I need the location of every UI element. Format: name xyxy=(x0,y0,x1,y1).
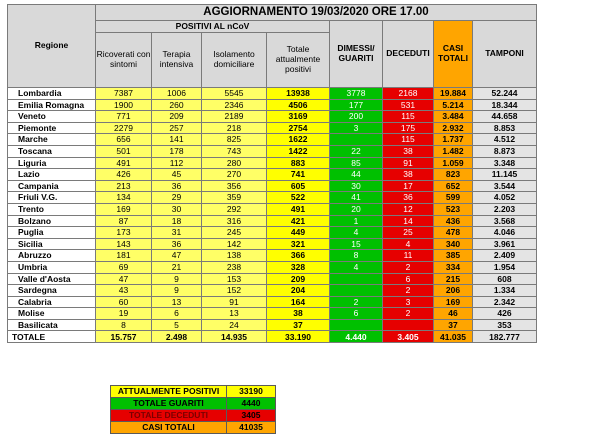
isolamento-cell: 218 xyxy=(202,122,267,134)
ricoverati-cell: 134 xyxy=(96,192,152,204)
terapia-cell: 29 xyxy=(152,192,202,204)
isolamento-cell: 142 xyxy=(202,238,267,250)
region-name: Valle d'Aosta xyxy=(8,273,96,285)
covid-region-table xyxy=(7,4,537,343)
totale-positivi-cell: 605 xyxy=(267,180,330,192)
summary-label: CASI TOTALI xyxy=(111,422,227,434)
deceduti-cell: 11 xyxy=(383,250,434,262)
header-totale-positivi: Totale attualmente positivi xyxy=(267,33,330,88)
tamponi-cell: 1.334 xyxy=(473,285,537,297)
ricoverati-cell: 43 xyxy=(96,285,152,297)
region-name: Trento xyxy=(8,203,96,215)
totale-positivi-cell: 204 xyxy=(267,285,330,297)
dimessi-cell: 3778 xyxy=(330,88,383,100)
page-title: AGGIORNAMENTO 19/03/2020 ORE 17.00 xyxy=(96,5,537,21)
dimessi-cell: 200 xyxy=(330,111,383,123)
isolamento-cell: 13 xyxy=(202,308,267,320)
totale-positivi-cell: 33.190 xyxy=(267,331,330,343)
ricoverati-cell: 8 xyxy=(96,319,152,331)
deceduti-cell: 91 xyxy=(383,157,434,169)
deceduti-cell: 25 xyxy=(383,227,434,239)
region-name: Veneto xyxy=(8,111,96,123)
tamponi-cell: 18.344 xyxy=(473,99,537,111)
terapia-cell: 141 xyxy=(152,134,202,146)
tamponi-cell: 8.873 xyxy=(473,145,537,157)
header-dimessi: DIMESSI/ GUARITI xyxy=(330,21,383,88)
summary-value: 33190 xyxy=(227,386,276,398)
tamponi-cell: 182.777 xyxy=(473,331,537,343)
region-name: Lombardia xyxy=(8,88,96,100)
ricoverati-cell: 47 xyxy=(96,273,152,285)
casi-totali-cell: 46 xyxy=(434,308,473,320)
dimessi-cell: 44 xyxy=(330,169,383,181)
totale-positivi-cell: 883 xyxy=(267,157,330,169)
summary-body xyxy=(111,386,276,434)
isolamento-cell: 24 xyxy=(202,319,267,331)
table-row xyxy=(8,261,537,273)
isolamento-cell: 825 xyxy=(202,134,267,146)
table-row xyxy=(8,203,537,215)
ricoverati-cell: 173 xyxy=(96,227,152,239)
ricoverati-cell: 87 xyxy=(96,215,152,227)
dimessi-cell xyxy=(330,319,383,331)
terapia-cell: 31 xyxy=(152,227,202,239)
terapia-cell: 9 xyxy=(152,273,202,285)
summary-value: 4440 xyxy=(227,398,276,410)
totale-positivi-cell: 449 xyxy=(267,227,330,239)
dimessi-cell: 30 xyxy=(330,180,383,192)
tamponi-cell: 44.658 xyxy=(473,111,537,123)
tamponi-cell: 4.052 xyxy=(473,192,537,204)
summary-table xyxy=(110,385,276,434)
isolamento-cell: 153 xyxy=(202,273,267,285)
terapia-cell: 36 xyxy=(152,180,202,192)
casi-totali-cell: 340 xyxy=(434,238,473,250)
isolamento-cell: 316 xyxy=(202,215,267,227)
casi-totali-cell: 436 xyxy=(434,215,473,227)
table-row xyxy=(8,99,537,111)
terapia-cell: 2.498 xyxy=(152,331,202,343)
deceduti-cell: 36 xyxy=(383,192,434,204)
dimessi-cell: 20 xyxy=(330,203,383,215)
summary-label: ATTUALMENTE POSITIVI xyxy=(111,386,227,398)
header-tamponi: TAMPONI xyxy=(473,21,537,88)
ricoverati-cell: 1900 xyxy=(96,99,152,111)
region-name: Campania xyxy=(8,180,96,192)
region-name: Emilia Romagna xyxy=(8,99,96,111)
casi-totali-cell: 1.737 xyxy=(434,134,473,146)
dimessi-cell: 4 xyxy=(330,227,383,239)
deceduti-cell: 2168 xyxy=(383,88,434,100)
terapia-cell: 36 xyxy=(152,238,202,250)
deceduti-cell: 2 xyxy=(383,261,434,273)
tamponi-cell: 4.046 xyxy=(473,227,537,239)
terapia-cell: 5 xyxy=(152,319,202,331)
dimessi-cell: 41 xyxy=(330,192,383,204)
table-row xyxy=(8,319,537,331)
region-name: Sicilia xyxy=(8,238,96,250)
header-regione: Regione xyxy=(8,5,96,88)
isolamento-cell: 292 xyxy=(202,203,267,215)
casi-totali-cell: 823 xyxy=(434,169,473,181)
deceduti-cell: 2 xyxy=(383,308,434,320)
table-row xyxy=(8,273,537,285)
table-row xyxy=(8,192,537,204)
casi-totali-cell: 41.035 xyxy=(434,331,473,343)
casi-totali-cell: 2.932 xyxy=(434,122,473,134)
summary-value: 3405 xyxy=(227,410,276,422)
ricoverati-cell: 2279 xyxy=(96,122,152,134)
ricoverati-cell: 181 xyxy=(96,250,152,262)
ricoverati-cell: 656 xyxy=(96,134,152,146)
tamponi-cell: 3.961 xyxy=(473,238,537,250)
terapia-cell: 257 xyxy=(152,122,202,134)
tamponi-cell: 52.244 xyxy=(473,88,537,100)
header-deceduti: DECEDUTI xyxy=(383,21,434,88)
terapia-cell: 47 xyxy=(152,250,202,262)
header-casi-totali: CASI TOTALI xyxy=(434,21,473,88)
ricoverati-cell: 19 xyxy=(96,308,152,320)
casi-totali-cell: 37 xyxy=(434,319,473,331)
casi-totali-cell: 385 xyxy=(434,250,473,262)
tamponi-cell: 3.544 xyxy=(473,180,537,192)
terapia-cell: 112 xyxy=(152,157,202,169)
dimessi-cell: 15 xyxy=(330,238,383,250)
casi-totali-cell: 3.484 xyxy=(434,111,473,123)
totale-positivi-cell: 421 xyxy=(267,215,330,227)
tamponi-cell: 2.409 xyxy=(473,250,537,262)
dimessi-cell: 6 xyxy=(330,308,383,320)
tamponi-cell: 426 xyxy=(473,308,537,320)
table-row xyxy=(8,215,537,227)
casi-totali-cell: 599 xyxy=(434,192,473,204)
deceduti-cell: 38 xyxy=(383,169,434,181)
casi-totali-cell: 5.214 xyxy=(434,99,473,111)
totale-positivi-cell: 491 xyxy=(267,203,330,215)
terapia-cell: 1006 xyxy=(152,88,202,100)
dimessi-cell: 85 xyxy=(330,157,383,169)
terapia-cell: 9 xyxy=(152,285,202,297)
ricoverati-cell: 7387 xyxy=(96,88,152,100)
table-row xyxy=(8,88,537,100)
region-name: Abruzzo xyxy=(8,250,96,262)
ricoverati-cell: 491 xyxy=(96,157,152,169)
deceduti-cell: 175 xyxy=(383,122,434,134)
isolamento-cell: 280 xyxy=(202,157,267,169)
isolamento-cell: 270 xyxy=(202,169,267,181)
ricoverati-cell: 501 xyxy=(96,145,152,157)
deceduti-cell: 115 xyxy=(383,134,434,146)
region-name: Liguria xyxy=(8,157,96,169)
isolamento-cell: 14.935 xyxy=(202,331,267,343)
terapia-cell: 30 xyxy=(152,203,202,215)
deceduti-cell: 3.405 xyxy=(383,331,434,343)
terapia-cell: 178 xyxy=(152,145,202,157)
header-isolamento: Isolamento domiciliare xyxy=(202,33,267,88)
dimessi-cell xyxy=(330,273,383,285)
totale-positivi-cell: 741 xyxy=(267,169,330,181)
header-terapia: Terapia intensiva xyxy=(152,33,202,88)
casi-totali-cell: 215 xyxy=(434,273,473,285)
tamponi-cell: 2.203 xyxy=(473,203,537,215)
dimessi-cell: 8 xyxy=(330,250,383,262)
table-row xyxy=(8,180,537,192)
ricoverati-cell: 169 xyxy=(96,203,152,215)
table-row xyxy=(8,169,537,181)
dimessi-cell: 4 xyxy=(330,261,383,273)
region-name: Piemonte xyxy=(8,122,96,134)
dimessi-cell: 1 xyxy=(330,215,383,227)
casi-totali-cell: 523 xyxy=(434,203,473,215)
isolamento-cell: 138 xyxy=(202,250,267,262)
region-name: Calabria xyxy=(8,296,96,308)
dimessi-cell xyxy=(330,134,383,146)
totale-positivi-cell: 321 xyxy=(267,238,330,250)
summary-row xyxy=(111,422,276,434)
dimessi-cell: 2 xyxy=(330,296,383,308)
totale-positivi-cell: 4506 xyxy=(267,99,330,111)
deceduti-cell: 531 xyxy=(383,99,434,111)
table-row xyxy=(8,296,537,308)
totale-positivi-cell: 366 xyxy=(267,250,330,262)
casi-totali-cell: 169 xyxy=(434,296,473,308)
ricoverati-cell: 213 xyxy=(96,180,152,192)
table-row xyxy=(8,111,537,123)
terapia-cell: 13 xyxy=(152,296,202,308)
casi-totali-cell: 652 xyxy=(434,180,473,192)
casi-totali-cell: 19.884 xyxy=(434,88,473,100)
summary-row xyxy=(111,398,276,410)
terapia-cell: 209 xyxy=(152,111,202,123)
table-row xyxy=(8,145,537,157)
totale-positivi-cell: 209 xyxy=(267,273,330,285)
table-row xyxy=(8,134,537,146)
report-wrapper xyxy=(7,4,537,433)
table-row xyxy=(8,250,537,262)
summary-label: TOTALE GUARITI xyxy=(111,398,227,410)
isolamento-cell: 5545 xyxy=(202,88,267,100)
casi-totali-cell: 206 xyxy=(434,285,473,297)
ricoverati-cell: 771 xyxy=(96,111,152,123)
summary-value: 41035 xyxy=(227,422,276,434)
region-name: Friuli V.G. xyxy=(8,192,96,204)
dimessi-cell: 4.440 xyxy=(330,331,383,343)
tamponi-cell: 4.512 xyxy=(473,134,537,146)
casi-totali-cell: 1.482 xyxy=(434,145,473,157)
table-row xyxy=(8,122,537,134)
table-row xyxy=(8,157,537,169)
isolamento-cell: 91 xyxy=(202,296,267,308)
header-ricoverati: Ricoverati con sintomi xyxy=(96,33,152,88)
totale-positivi-cell: 1422 xyxy=(267,145,330,157)
region-name: Basilicata xyxy=(8,319,96,331)
tamponi-cell: 3.348 xyxy=(473,157,537,169)
terapia-cell: 21 xyxy=(152,261,202,273)
ricoverati-cell: 143 xyxy=(96,238,152,250)
summary-label: TOTALE DECEDUTI xyxy=(111,410,227,422)
deceduti-cell: 2 xyxy=(383,285,434,297)
tamponi-cell: 2.342 xyxy=(473,296,537,308)
dimessi-cell: 3 xyxy=(330,122,383,134)
dimessi-cell: 177 xyxy=(330,99,383,111)
ricoverati-cell: 426 xyxy=(96,169,152,181)
totale-positivi-cell: 13938 xyxy=(267,88,330,100)
region-name: TOTALE xyxy=(8,331,96,343)
tamponi-cell: 11.145 xyxy=(473,169,537,181)
isolamento-cell: 245 xyxy=(202,227,267,239)
casi-totali-cell: 1.059 xyxy=(434,157,473,169)
terapia-cell: 45 xyxy=(152,169,202,181)
isolamento-cell: 152 xyxy=(202,285,267,297)
tamponi-cell: 608 xyxy=(473,273,537,285)
table-row xyxy=(8,238,537,250)
isolamento-cell: 238 xyxy=(202,261,267,273)
totale-row xyxy=(8,331,537,343)
isolamento-cell: 2346 xyxy=(202,99,267,111)
deceduti-cell: 115 xyxy=(383,111,434,123)
summary-row xyxy=(111,386,276,398)
region-name: Molise xyxy=(8,308,96,320)
tamponi-cell: 353 xyxy=(473,319,537,331)
deceduti-cell: 6 xyxy=(383,273,434,285)
tamponi-cell: 8.853 xyxy=(473,122,537,134)
isolamento-cell: 2189 xyxy=(202,111,267,123)
region-name: Bolzano xyxy=(8,215,96,227)
region-name: Sardegna xyxy=(8,285,96,297)
ricoverati-cell: 15.757 xyxy=(96,331,152,343)
isolamento-cell: 356 xyxy=(202,180,267,192)
totale-positivi-cell: 37 xyxy=(267,319,330,331)
terapia-cell: 6 xyxy=(152,308,202,320)
table-row xyxy=(8,227,537,239)
totale-positivi-cell: 164 xyxy=(267,296,330,308)
region-name: Umbria xyxy=(8,261,96,273)
totale-positivi-cell: 3169 xyxy=(267,111,330,123)
region-name: Lazio xyxy=(8,169,96,181)
isolamento-cell: 743 xyxy=(202,145,267,157)
summary-row xyxy=(111,410,276,422)
region-name: Puglia xyxy=(8,227,96,239)
totale-positivi-cell: 2754 xyxy=(267,122,330,134)
dimessi-cell: 22 xyxy=(330,145,383,157)
casi-totali-cell: 478 xyxy=(434,227,473,239)
deceduti-cell: 38 xyxy=(383,145,434,157)
casi-totali-cell: 334 xyxy=(434,261,473,273)
region-name: Marche xyxy=(8,134,96,146)
deceduti-cell: 4 xyxy=(383,238,434,250)
deceduti-cell xyxy=(383,319,434,331)
deceduti-cell: 12 xyxy=(383,203,434,215)
deceduti-cell: 17 xyxy=(383,180,434,192)
dimessi-cell xyxy=(330,285,383,297)
tamponi-cell: 3.568 xyxy=(473,215,537,227)
tamponi-cell: 1.954 xyxy=(473,261,537,273)
table-row xyxy=(8,285,537,297)
totale-positivi-cell: 1622 xyxy=(267,134,330,146)
table-row xyxy=(8,308,537,320)
deceduti-cell: 14 xyxy=(383,215,434,227)
deceduti-cell: 3 xyxy=(383,296,434,308)
totale-positivi-cell: 38 xyxy=(267,308,330,320)
header-positivi-group: POSITIVI AL nCoV xyxy=(96,21,330,33)
totale-positivi-cell: 328 xyxy=(267,261,330,273)
terapia-cell: 18 xyxy=(152,215,202,227)
table-body xyxy=(8,5,537,343)
terapia-cell: 260 xyxy=(152,99,202,111)
isolamento-cell: 359 xyxy=(202,192,267,204)
totale-positivi-cell: 522 xyxy=(267,192,330,204)
region-name: Toscana xyxy=(8,145,96,157)
ricoverati-cell: 69 xyxy=(96,261,152,273)
ricoverati-cell: 60 xyxy=(96,296,152,308)
